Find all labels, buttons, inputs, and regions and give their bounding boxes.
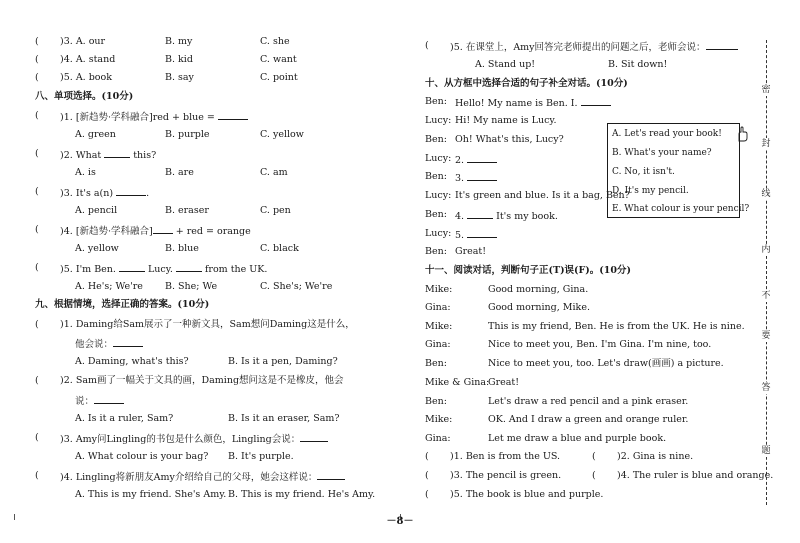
speaker: Mike: (425, 284, 453, 295)
answer-paren-open[interactable]: ( (35, 36, 39, 47)
answer-blank[interactable] (706, 41, 738, 50)
answer-blank[interactable] (467, 172, 497, 181)
option-sentence: C. No, it isn't. (612, 167, 675, 177)
answer-blank[interactable] (94, 395, 124, 404)
answer-paren-open[interactable]: ( (425, 451, 429, 462)
speaker: Gina: (425, 339, 451, 350)
answer-paren-open[interactable]: ( (35, 54, 39, 65)
answer-paren-open[interactable]: ( (425, 489, 429, 500)
binding-char: 密 (761, 85, 771, 95)
dialog-line: Great! (455, 246, 487, 257)
option-a: A. pencil (75, 205, 118, 216)
section-8-title: 八、单项选择。(10分) (35, 91, 134, 102)
binding-char: 线 (761, 189, 771, 199)
dialog-line: Let's draw a red pencil and a pink eraser. (488, 396, 689, 407)
speaker: Lucy: (425, 115, 452, 126)
section-9-title: 九、根据情境，选择正确的答案。(10分) (35, 299, 210, 310)
binding-char: 答 (761, 383, 771, 393)
speaker: Lucy: (425, 190, 452, 201)
answer-blank[interactable] (176, 263, 202, 272)
option-c: C. black (260, 243, 299, 254)
option-b: B. say (165, 72, 194, 83)
speaker: Ben: (425, 246, 447, 257)
answer-paren-open[interactable]: ( (35, 110, 39, 121)
option-a: A. is (75, 167, 96, 178)
answer-blank[interactable] (300, 433, 328, 442)
option-sentence: E. What colour is your pencil? (612, 204, 750, 214)
dialog-line: This is my friend, Ben. He is from the UK. He is nine. (488, 321, 745, 332)
option-a: A. Is it a ruler, Sam? (75, 413, 174, 424)
option-sentence: A. Let's read your book! (612, 129, 722, 139)
answer-paren-open[interactable]: ( (35, 262, 39, 273)
answer-blank[interactable] (104, 149, 130, 158)
answer-paren-open[interactable]: ( (35, 186, 39, 197)
dialog-line: Great! (488, 377, 520, 388)
answer-blank[interactable] (218, 111, 248, 120)
dialog-line: Nice to meet you, too. Let's draw(画画) a picture. (488, 358, 724, 369)
answer-blank[interactable] (317, 471, 345, 480)
option-b: B. kid (165, 54, 193, 65)
answer-blank[interactable] (153, 225, 173, 234)
speaker: Ben: (425, 358, 447, 369)
option-b: B. This is my friend. He's Amy. (228, 489, 376, 500)
option-b: B. my (165, 36, 193, 47)
option-b: B. purple (165, 129, 210, 140)
option-b: B. Sit down! (608, 59, 668, 70)
option-c: C. am (260, 167, 288, 178)
pointing-hand-icon (736, 126, 748, 142)
answer-paren-open[interactable]: ( (35, 148, 39, 159)
page-number: －8－ (386, 516, 414, 527)
dialog-line: Nice to meet you, Ben. I'm Gina. I'm nine, too. (488, 339, 712, 350)
answer-paren-open[interactable]: ( (35, 72, 39, 83)
option-c: C. yellow (260, 129, 304, 140)
speaker: Ben: (425, 209, 447, 220)
speaker: Ben: (425, 396, 447, 407)
speaker: Lucy: (425, 228, 452, 239)
speaker: Ben: (425, 96, 447, 107)
answer-blank[interactable] (113, 338, 143, 347)
option-a: A. Stand up! (475, 59, 536, 70)
answer-blank[interactable] (467, 210, 493, 219)
binding-char: 题 (761, 446, 771, 456)
answer-blank[interactable] (119, 263, 145, 272)
speaker: Gina: (425, 433, 451, 444)
option-a: A. green (75, 129, 116, 140)
answer-blank[interactable] (467, 154, 497, 163)
option-sentence: B. What's your name? (612, 148, 712, 158)
option-b: B. She; We (165, 281, 218, 292)
section-10-title: 十、从方框中选择合适的句子补全对话。(10分) (425, 78, 628, 89)
dialog-line: It's green and blue. Is it a bag, Ben? (455, 190, 630, 201)
option-b: B. blue (165, 243, 199, 254)
option-b: B. eraser (165, 205, 209, 216)
answer-paren-open[interactable]: ( (592, 451, 596, 462)
binding-char: 要 (761, 331, 771, 341)
option-b: B. are (165, 167, 194, 178)
option-sentence: D. It's my pencil. (612, 186, 689, 196)
binding-char: 封 (761, 139, 771, 149)
answer-paren-open[interactable]: ( (35, 470, 39, 481)
option-a: A. What colour is your bag? (75, 451, 209, 462)
option-b: B. It's purple. (228, 451, 294, 462)
option-c: C. want (260, 54, 297, 65)
option-c: C. She's; We're (260, 281, 333, 292)
binding-char: 不 (761, 291, 771, 301)
dialog-line: Good morning, Mike. (488, 302, 590, 313)
speaker: Mike: (425, 321, 453, 332)
answer-blank[interactable] (467, 229, 497, 238)
dialog-line: OK. And I draw a green and orange ruler. (488, 414, 689, 425)
speaker: Lucy: (425, 153, 452, 164)
answer-paren-open[interactable]: ( (425, 470, 429, 481)
answer-blank[interactable] (116, 187, 146, 196)
option-b: B. Is it an eraser, Sam? (228, 413, 340, 424)
speaker: Ben: (425, 171, 447, 182)
section-11-title: 十一、阅读对话，判断句子正(T)误(F)。(10分) (425, 265, 632, 276)
answer-paren-open[interactable]: ( (35, 224, 39, 235)
dialog-line: Hi! My name is Lucy. (455, 115, 557, 126)
answer-blank[interactable] (581, 97, 611, 106)
option-c: C. point (260, 72, 298, 83)
answer-paren-open[interactable]: ( (592, 470, 596, 481)
answer-paren-open[interactable]: ( (35, 432, 39, 443)
binding-cut-line (766, 40, 767, 505)
speaker: Mike & Gina: (425, 377, 490, 388)
speaker: Mike: (425, 414, 453, 425)
answer-paren-open[interactable]: ( (35, 375, 39, 386)
option-a: A. This is my friend. She's Amy. (75, 489, 227, 500)
option-a: A. He's; We're (75, 281, 143, 292)
option-a: A. Daming, what's this? (75, 356, 189, 367)
dialog-line: Good morning, Gina. (488, 284, 589, 295)
dialog-line: Oh! What's this, Lucy? (455, 134, 564, 145)
option-b: B. Is it a pen, Daming? (228, 356, 338, 367)
dialog-line: Let me draw a blue and purple book. (488, 433, 667, 444)
sentence-option-box (607, 123, 750, 218)
speaker: Ben: (425, 134, 447, 145)
option-c: C. pen (260, 205, 291, 216)
answer-paren-open[interactable]: ( (425, 40, 429, 51)
binding-char: 内 (761, 245, 771, 255)
speaker: Gina: (425, 302, 451, 313)
option-a: A. yellow (75, 243, 119, 254)
answer-paren-open[interactable]: ( (35, 319, 39, 330)
option-c: C. she (260, 36, 290, 47)
